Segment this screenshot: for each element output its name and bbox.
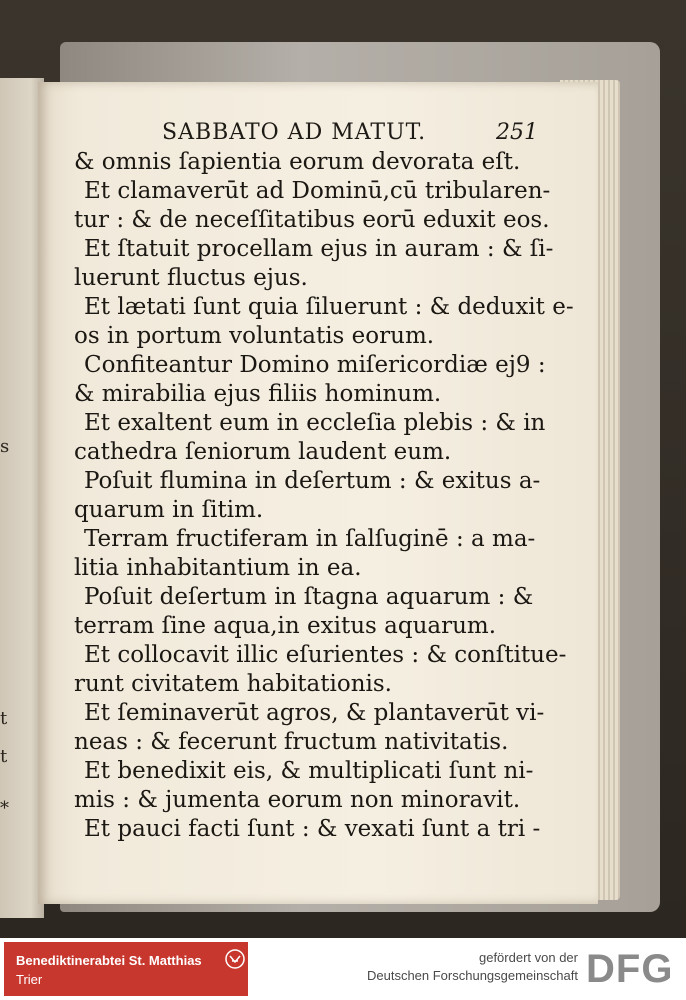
text-line: Et pauci facti ſunt : & vexati ſunt a tri - [84, 816, 541, 842]
text-line: Et lætati ſunt quia ſiluerunt : & deduxit e- [84, 294, 574, 320]
text-line: Confiteantur Domino miſericordiæ ej9 : [84, 352, 546, 378]
text-line: terram ſine aqua,in exitus aquarum. [74, 613, 497, 639]
psalm-text-block [74, 148, 574, 844]
text-line: luerunt fluctus ejus. [74, 265, 308, 291]
left-page-mark: t [0, 708, 8, 729]
text-line: neas : & fecerunt fructum nativitatis. [74, 729, 509, 755]
text-line: mis : & jumenta eorum non minoravit. [74, 787, 521, 813]
text-line: quarum in ſitim. [74, 497, 264, 523]
text-line: & omnis ſapientia eorum devorata eſt. [74, 149, 521, 175]
page-number: 251 [496, 120, 538, 145]
institution-city: Trier [16, 972, 43, 987]
text-line: Terram fructiferam in ſalſuginē : a ma- [84, 526, 536, 552]
text-line: Et ſeminaverūt agros, & plantaverūt vi- [84, 700, 545, 726]
text-line: Et clamaverūt ad Dominū,cū tribularen- [84, 178, 551, 204]
funder-text-line1: gefördert von der [478, 950, 578, 965]
institution-name: Benediktinerabtei St. Matthias [16, 953, 202, 968]
institution-banner[interactable] [4, 942, 248, 996]
abbey-emblem-icon [224, 948, 246, 970]
running-head [38, 120, 598, 150]
text-line: Poſuit deſertum in ſtagna aquarum : & [84, 584, 534, 610]
text-line: cathedra ſeniorum laudent eum. [74, 439, 452, 465]
text-line: Et benedixit eis, & multiplicati ſunt ni- [84, 758, 534, 784]
text-line: Et ſtatuit procellam ejus in auram : & ſi- [84, 236, 554, 262]
text-line: & mirabilia ejus filiis hominum. [74, 381, 442, 407]
left-page-mark: s [0, 436, 10, 457]
left-page-mark: t [0, 746, 8, 767]
funder-text-line2: Deutschen Forschungsgemeinschaft [366, 968, 578, 983]
book-page [38, 82, 598, 904]
text-line: litia inhabitantium in ea. [74, 555, 362, 581]
text-line: Poſuit flumina in deſertum : & exitus a- [84, 468, 541, 494]
text-line: Et exaltent eum in eccleſia plebis : & in [84, 410, 546, 436]
text-line: os in portum voluntatis eorum. [74, 323, 435, 349]
text-line: runt civitatem habitationis. [74, 671, 392, 697]
text-line: Et collocavit illic eſurientes : & conſtitue- [84, 642, 567, 668]
footer-bar [0, 938, 686, 1000]
dfg-logo[interactable]: DFG [586, 947, 674, 991]
text-line: tur : & de neceſſitatibus eorū eduxit eos. [74, 207, 550, 233]
running-head-title: SABBATO AD MATUT. [162, 120, 427, 145]
left-page-marks [0, 78, 20, 918]
left-page-mark: * [0, 798, 9, 819]
